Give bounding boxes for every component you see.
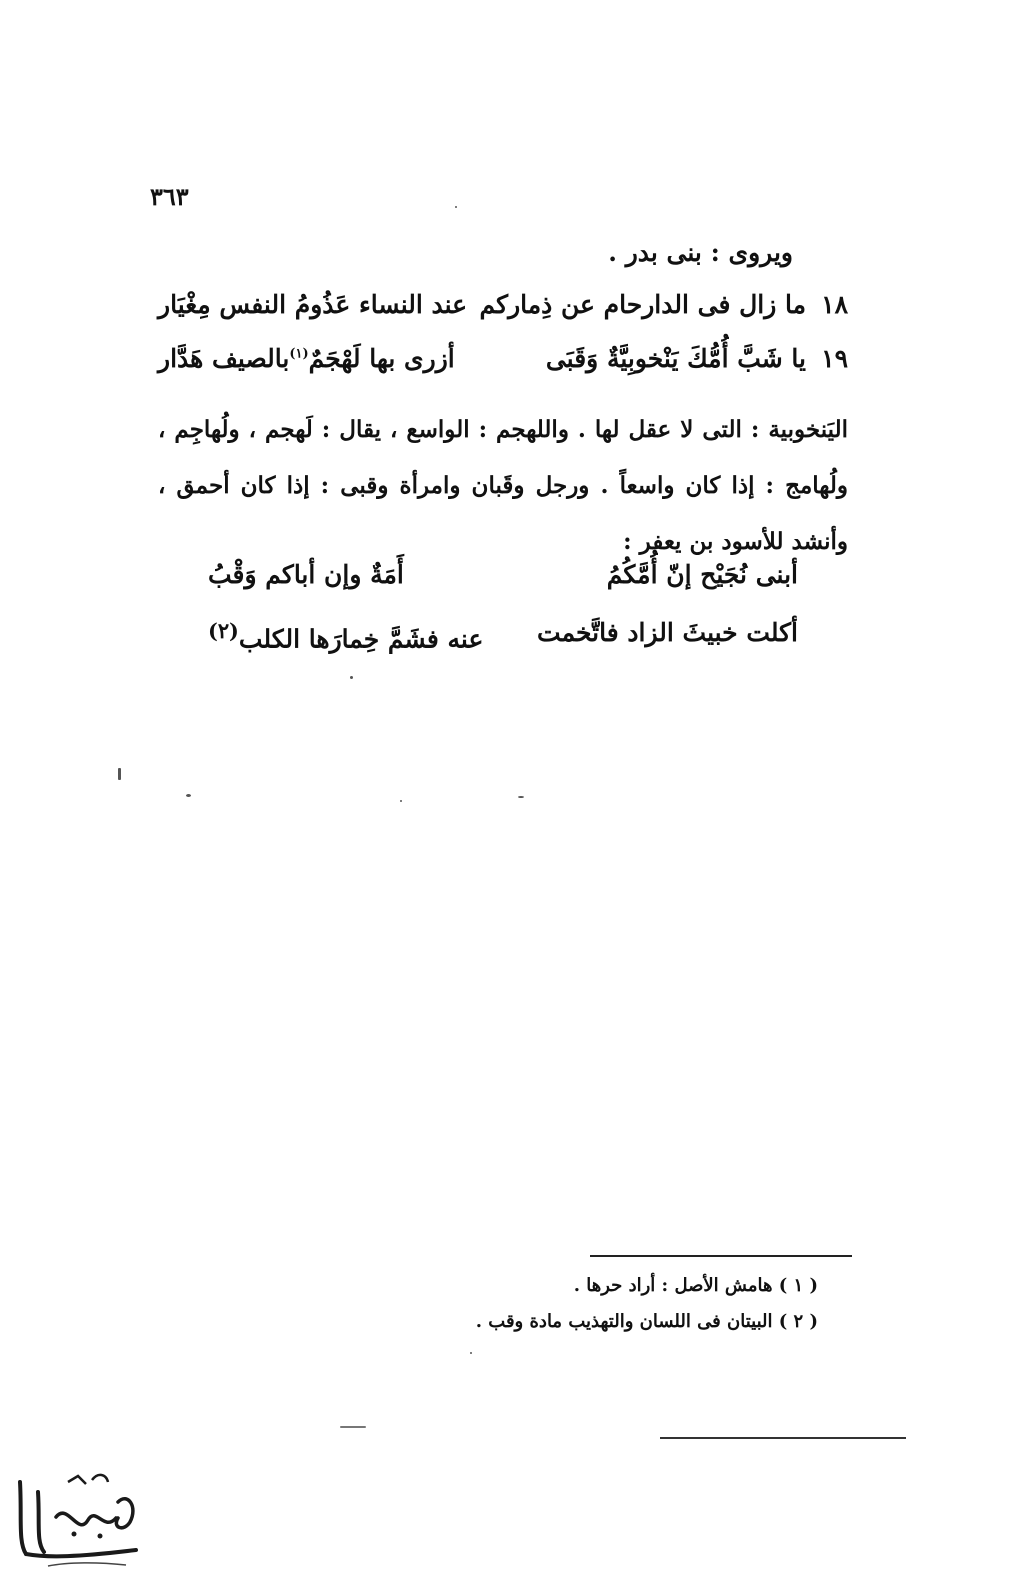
footnote-1: ( ١ ) هامش الأصل : أراد حرها . (573, 1275, 818, 1296)
quoted-verse (208, 618, 798, 660)
hemistich-text: بالصيف هَدَّار (158, 344, 290, 373)
verse-hemistich-second (208, 618, 483, 653)
footnote-marker: (١) (289, 346, 309, 362)
commentary-paragraph: اليَنخوبية : التى لا عقل لها . واللهجم : الواسع ، يقال : لَهجم ، ولُهاجِم ، ولُهامج : إذا كان واسعاً . ورجل وقَبان وامرأة وقبى : إذا كان أحمق ، وأنشد للأسود بن يعفر : (158, 416, 848, 555)
verse-19 (158, 344, 848, 384)
quoted-verse (208, 560, 798, 602)
verse-number: ١٨ (821, 290, 848, 319)
page-bottom-rule (660, 1437, 906, 1439)
hemistich-text: عنه فشَمَّ خِمارَها الكلب (238, 624, 484, 654)
verse-hemistich-first: يا شَبَّ أُمُّكَ يَنْخوبِيَّةٌ وَقَبَى (545, 344, 806, 373)
verse-hemistich-second: عند النساء عَذُومُ النفس مِغْيَار (158, 290, 468, 319)
verse-hemistich-second: أَمَةٌ وإن أباكم وَقْبُ (208, 560, 404, 589)
verse-hemistich-first: أبنى نُجَيْح إنّ أُمَّكُمُ (606, 560, 798, 589)
verse-number: ١٩ (821, 344, 848, 373)
footnotes (476, 1268, 818, 1340)
footnote-2: ( ٢ ) البيتان فى اللسان والتهذيب مادة وقب . (475, 1311, 818, 1332)
hemistich-text: أزرى بها لَهْجَمٌ (308, 344, 455, 373)
page-number: ٣٦٣ (150, 182, 189, 211)
verse-18 (158, 290, 848, 330)
library-stamp-logo (8, 1462, 148, 1572)
verse-hemistich-second (158, 344, 455, 373)
footnote-marker: (٢) (208, 618, 239, 643)
verse-hemistich-first: أكلت خبيثَ الزاد فاتَّخمت (537, 618, 798, 647)
footnote-divider (590, 1255, 852, 1257)
verse-hemistich-first: ما زال فى الدارحام عن ذِماركم (479, 290, 806, 319)
variant-reading: ويروى : بنى بدر . (608, 238, 793, 267)
